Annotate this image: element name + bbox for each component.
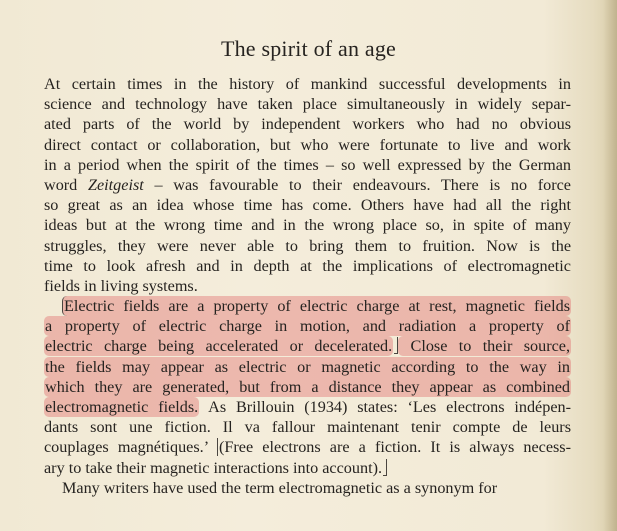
text-fragment: As Brillouin (1934) states: ‘Les electrons indépen- xyxy=(199,398,571,416)
text-line xyxy=(44,377,571,397)
text-line: fields in living systems. xyxy=(44,276,198,295)
page-gutter-shadow xyxy=(603,0,617,531)
highlighted-text[interactable]: Electric fields are a property of electric charge at rest, magnetic fields xyxy=(64,297,570,316)
text-line: so great as an idea whose time has come. Others have had all the right xyxy=(44,196,571,215)
text-line: ideas but at the wrong time and in the wrong place so, in spite of many xyxy=(44,216,571,235)
text-fragment: word xyxy=(44,175,88,194)
text-line: ated parts of the world by independent workers who had no obvious xyxy=(44,115,571,134)
text-line xyxy=(44,458,571,478)
text-line: in a period when the spirit of the times – so well expressed by the German xyxy=(44,155,571,174)
text-fragment: ary to take their magnetic interactions into account). xyxy=(44,458,383,477)
text-line: At certain times in the history of mankind successful developments in xyxy=(44,75,571,93)
highlighted-text[interactable]: electromagnetic fields. xyxy=(45,398,199,416)
text-line xyxy=(44,336,571,356)
text-line: science and technology have taken place simultaneously in widely separ- xyxy=(44,95,571,114)
text-line: time to look afresh and in depth at the implications of electromagnetic xyxy=(44,256,571,275)
italic-word: Zeitgeist xyxy=(87,175,144,194)
text-line: dants sont une fiction. Il va fallour maintenant tenir compte de leurs xyxy=(44,418,571,437)
text-line xyxy=(44,437,571,457)
highlighted-text[interactable]: electric charge being accelerated or decelerated. xyxy=(45,337,393,356)
highlighted-text[interactable]: Close to their source, xyxy=(399,337,570,356)
text-fragment: couplages magnétiques.’ xyxy=(44,438,217,457)
text-line xyxy=(44,296,571,316)
highlighted-text[interactable]: the fields may appear as electric or magnetic according to the way in xyxy=(45,357,570,376)
text-line: Many writers have used the term electromagnetic as a synonym for xyxy=(62,478,498,497)
annotation-bracket-icon xyxy=(383,459,387,476)
text-line: struggles, they were never able to bring them to fruition. Now is the xyxy=(44,236,571,255)
page-title: The spirit of an age xyxy=(220,36,397,61)
text-line xyxy=(44,397,571,417)
text-line xyxy=(44,316,571,336)
text-line xyxy=(44,357,571,377)
text-fragment: – was favourable to their endeavours. There is no force xyxy=(143,175,571,194)
text-line: direct contact or collaboration, but who were fortunate to live and work xyxy=(44,135,571,154)
highlighted-text[interactable]: a property of electric charge in motion, and radiation a property of xyxy=(45,317,570,336)
body-text xyxy=(44,74,571,498)
highlighted-text[interactable]: which they are generated, but from a distance they appear as combined xyxy=(45,377,570,396)
text-line xyxy=(44,175,571,195)
bracketed-translation: (Free electrons are a fiction. It is always necess- xyxy=(219,438,571,457)
